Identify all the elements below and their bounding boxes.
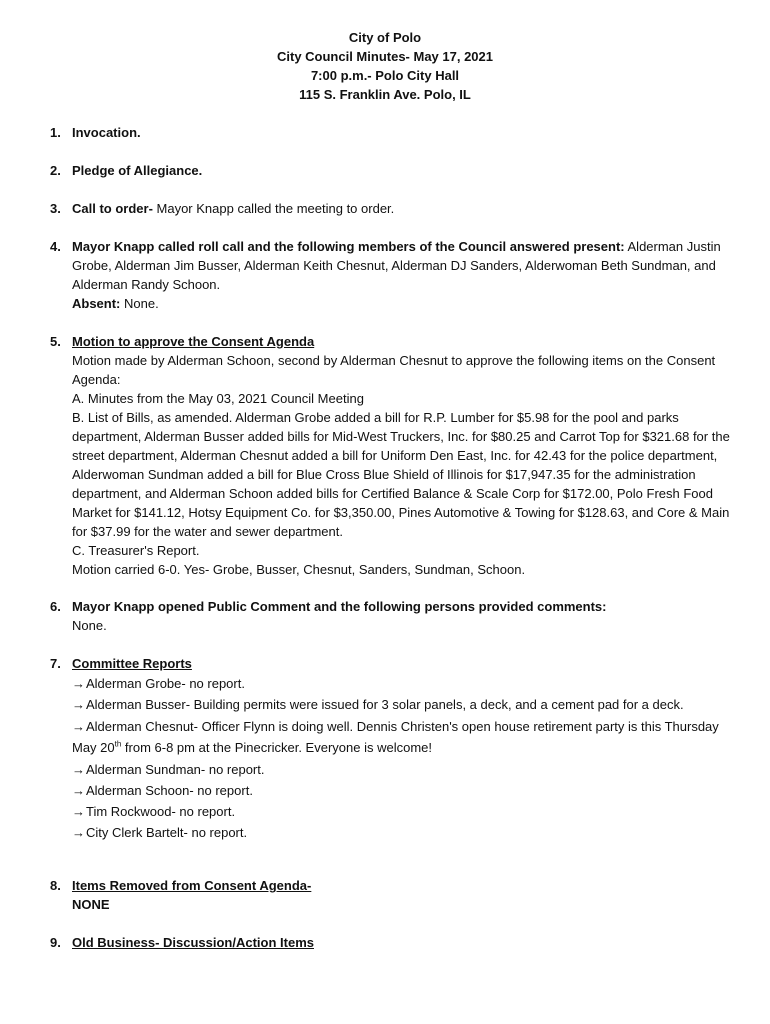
item-title: Pledge of Allegiance. xyxy=(72,163,203,178)
item-number: 1. xyxy=(50,125,61,140)
report-sundman xyxy=(72,760,740,779)
item-title: Motion to approve the Consent Agenda xyxy=(72,334,315,349)
agenda-item-8 xyxy=(50,876,740,914)
item-text: NONE xyxy=(72,897,110,912)
item-number: 4. xyxy=(50,239,61,254)
item-number: 9. xyxy=(50,935,61,950)
item-title: Mayor Knapp opened Public Comment and the following persons provided comments: xyxy=(72,599,607,614)
item-title: Committee Reports xyxy=(72,656,192,671)
report-busser xyxy=(72,695,740,714)
document-title: City Council Minutes- May 17, 2021 xyxy=(276,49,493,64)
consent-item-a: A. Minutes from the May 03, 2021 Council Meeting xyxy=(72,391,364,406)
motion-text: Motion made by Alderman Schoon, second by Alderman Chesnut to approve the following items on the Consent Agenda: xyxy=(72,353,716,387)
motion-result: Motion carried 6-0. Yes- Grobe, Busser, Chesnut, Sanders, Sundman, Schoon. xyxy=(72,562,526,577)
agenda-item-7 xyxy=(50,654,740,842)
absent-text: None. xyxy=(120,296,159,311)
item-title: Invocation. xyxy=(72,125,141,140)
item-number: 2. xyxy=(50,163,61,178)
report-text: Alderman Busser- Building permits were issued for 3 solar panels, a deck, and a cement pad for a deck. xyxy=(86,697,684,712)
city-name: City of Polo xyxy=(348,30,422,45)
agenda-item-1 xyxy=(50,123,740,142)
report-text: Alderman Schoon- no report. xyxy=(86,783,253,798)
item-title: Mayor Knapp called roll call and the following members of the Council answered present: xyxy=(72,239,625,254)
arrow-right-icon: → xyxy=(72,697,85,712)
item-text: Mayor Knapp called the meeting to order. xyxy=(152,201,395,216)
item-number: 6. xyxy=(50,599,61,614)
report-text: Alderman Grobe- no report. xyxy=(86,676,245,691)
report-text: Tim Rockwood- no report. xyxy=(86,804,236,819)
consent-item-c: C. Treasurer's Report. xyxy=(72,543,200,558)
arrow-right-icon: → xyxy=(72,762,85,777)
report-schoon xyxy=(72,781,740,800)
meeting-address: 115 S. Franklin Ave. Polo, IL xyxy=(299,87,471,102)
report-rockwood xyxy=(72,802,740,821)
document-header xyxy=(0,28,770,104)
report-clerk xyxy=(72,823,740,842)
item-text: None. xyxy=(72,618,107,633)
item-number: 7. xyxy=(50,656,61,671)
ordinal-suffix: th xyxy=(114,739,122,749)
arrow-right-icon: → xyxy=(72,719,85,734)
report-text: Alderman Chesnut- Officer Flynn is doing well. Dennis Christen's open house retirement party is this Thursday May 20 xyxy=(72,719,719,755)
absent-label: Absent: xyxy=(72,296,121,311)
agenda-item-9 xyxy=(50,933,740,952)
item-number: 8. xyxy=(50,878,61,893)
agenda-item-3 xyxy=(50,199,740,218)
agenda-item-4 xyxy=(50,237,740,313)
report-text: Alderman Sundman- no report. xyxy=(86,762,265,777)
arrow-right-icon: → xyxy=(72,783,85,798)
report-text: City Clerk Bartelt- no report. xyxy=(86,825,248,840)
report-chesnut xyxy=(72,716,740,758)
arrow-right-icon: → xyxy=(72,825,85,840)
agenda-item-5 xyxy=(50,332,740,579)
arrow-right-icon: → xyxy=(72,676,85,691)
agenda-item-2 xyxy=(50,161,740,180)
consent-item-b: B. List of Bills, as amended. Alderman Grobe added a bill for R.P. Lumber for $5.98 for the pool and parks department, Alderman Busser added bills for Mid-West Truckers, Inc. for $80.25 and Carrot Top for $321.68 for the street department, Alderman Chesnut added a bill for Uniform Den East, Inc. for 42.43 for the police department, Alderwoman Sundman added a bill for Blue Cross Blue Shield of Illinois for $17,947.35 for the administration department, and Alderman Schoon added bills for Certified Balance & Scale Corp for $172.00, Polo Fresh Food Market for $141.12, Hotsy Equipment Co. for $3,350.00, Pines Automotive & Towing for $128.63, and Core & Main for $37.99 for the water and sewer department. xyxy=(72,410,730,539)
item-number: 5. xyxy=(50,334,61,349)
item-number: 3. xyxy=(50,201,61,216)
item-title: Old Business- Discussion/Action Items xyxy=(72,935,314,950)
report-text-cont: from 6-8 pm at the Pinecricker. Everyone is welcome! xyxy=(121,740,432,755)
item-title: Call to order- xyxy=(72,201,153,216)
arrow-right-icon: → xyxy=(72,804,85,819)
agenda-item-6 xyxy=(50,597,740,635)
report-grobe xyxy=(72,674,740,693)
meeting-time-place: 7:00 p.m.- Polo City Hall xyxy=(310,68,460,83)
item-text: Alderman Justin Grobe, Alderman Jim Busser, Alderman Keith Chesnut, Alderman DJ Sanders, Alderwoman Beth Sundman, and Alderman Randy Schoon. xyxy=(72,239,721,292)
item-title: Items Removed from Consent Agenda- xyxy=(72,878,312,893)
